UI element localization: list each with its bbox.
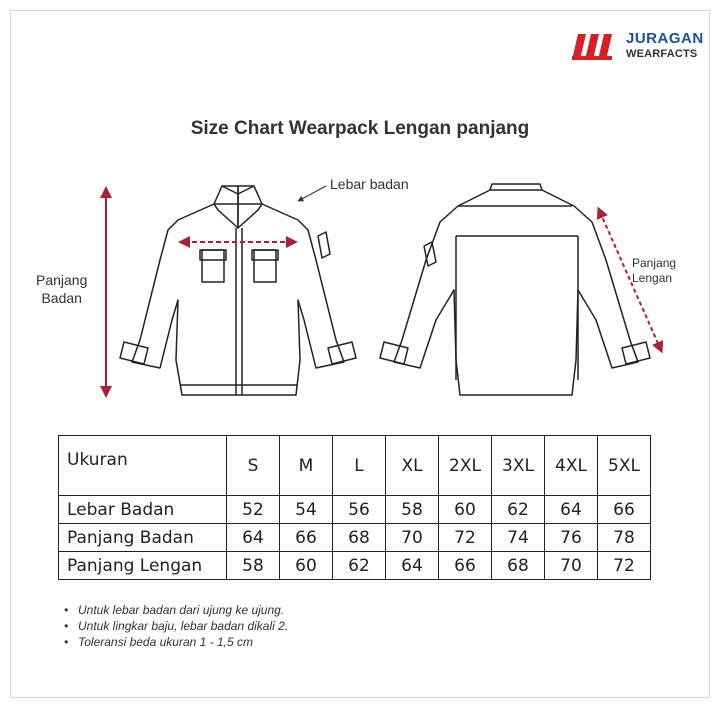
size-xl: XL	[386, 436, 439, 496]
row-label: Lebar Badan	[59, 496, 227, 524]
label-panjang-lengan: Panjang Lengan	[632, 256, 677, 285]
label-panjang-badan: Panjang Badan	[36, 272, 88, 306]
table-row	[59, 496, 651, 524]
table-row	[59, 552, 651, 580]
brand-name-bottom: WEARFACTS	[626, 48, 698, 60]
note-item: • Untuk lebar badan dari ujung ke ujung.	[64, 603, 288, 619]
cell: 60	[280, 552, 333, 580]
notes-list	[64, 603, 288, 651]
cell: 60	[439, 496, 492, 524]
size-header-label: Ukuran	[59, 436, 227, 496]
row-label: Panjang Lengan	[59, 552, 227, 580]
size-2xl: 2XL	[439, 436, 492, 496]
cell: 72	[439, 524, 492, 552]
cell: 76	[545, 524, 598, 552]
brand-name-top: JURAGAN	[626, 30, 704, 47]
cell: 78	[598, 524, 651, 552]
cell: 56	[333, 496, 386, 524]
size-l: L	[333, 436, 386, 496]
size-3xl: 3XL	[492, 436, 545, 496]
size-s: S	[227, 436, 280, 496]
size-table	[58, 435, 651, 580]
lebar-badan-pointer	[300, 186, 326, 200]
note-item: • Untuk lingkar baju, lebar badan dikali 2.	[64, 619, 288, 635]
jacket-front	[120, 186, 356, 395]
cell: 64	[386, 552, 439, 580]
cell: 64	[545, 496, 598, 524]
cell: 68	[492, 552, 545, 580]
cell: 62	[492, 496, 545, 524]
jacket-back	[380, 184, 650, 395]
cell: 62	[333, 552, 386, 580]
cell: 66	[280, 524, 333, 552]
note-item: • Toleransi beda ukuran 1 - 1,5 cm	[64, 635, 288, 651]
cell: 74	[492, 524, 545, 552]
label-lebar-badan: Lebar badan	[330, 176, 409, 192]
cell: 66	[598, 496, 651, 524]
size-m: M	[280, 436, 333, 496]
size-header-row	[59, 436, 651, 496]
cell: 52	[227, 496, 280, 524]
cell: 54	[280, 496, 333, 524]
size-4xl: 4XL	[545, 436, 598, 496]
cell: 58	[227, 552, 280, 580]
cell: 72	[598, 552, 651, 580]
page-title: Size Chart Wearpack Lengan panjang	[190, 118, 530, 139]
cell: 70	[545, 552, 598, 580]
cell: 64	[227, 524, 280, 552]
size-5xl: 5XL	[598, 436, 651, 496]
cell: 68	[333, 524, 386, 552]
cell: 66	[439, 552, 492, 580]
cell: 70	[386, 524, 439, 552]
cell: 58	[386, 496, 439, 524]
table-row	[59, 524, 651, 552]
row-label: Panjang Badan	[59, 524, 227, 552]
